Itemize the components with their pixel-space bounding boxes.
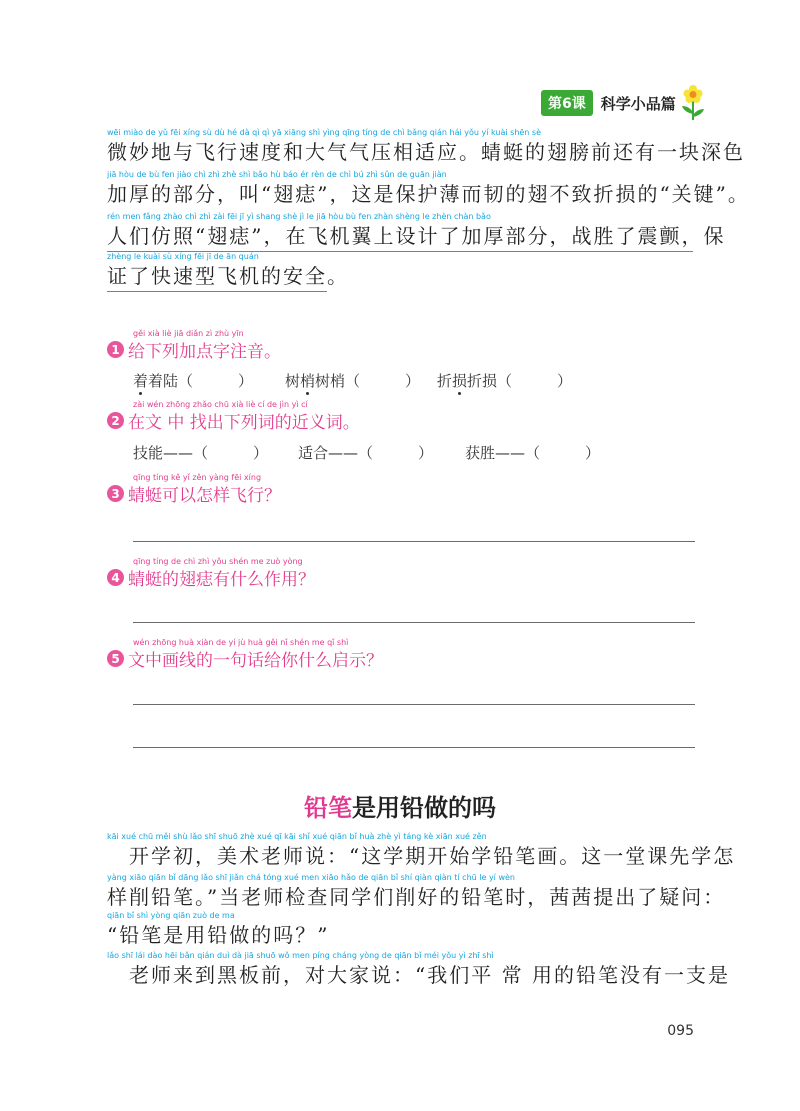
question-number-badge: 1	[107, 341, 124, 358]
question-text: 蜻蜓的翅痣有什么作用？	[128, 570, 315, 590]
article-line-1-pinyin: kāi xué chū měi shù lǎo shī shuō zhè xué qī kāi shǐ xué qiān bǐ huà zhè yì táng kè xiān xué zěn	[107, 832, 487, 841]
lesson-number-badge: 第6课	[541, 90, 593, 116]
question-1	[107, 337, 281, 362]
article-line-2-pinyin: yàng xiāo qiān bǐ dāng lǎo shī jiǎn chá tóng xué men xiāo hǎo de qiān bǐ shí qiàn qiàn tí chū le yí wèn	[107, 873, 515, 882]
question-2-item-2[interactable]: 适合——（ ）	[298, 444, 434, 462]
question-text: 给下列加点字注音。	[128, 342, 281, 362]
article-line-4: 老师来到黑板前，对大家说：“我们平 常 用的铅笔没有一支是	[107, 963, 730, 987]
answer-line[interactable]	[133, 541, 695, 542]
question-3-pinyin: qīng tíng kě yǐ zěn yàng fēi xíng	[133, 473, 262, 482]
question-1-pinyin: gěi xià liè jiā diǎn zì zhù yīn	[133, 329, 244, 338]
passage-line-3-pinyin: rén men fǎng zhào chì zhì zài fēi jī yì shang shè jì le jiā hòu bù fen zhàn shèng le zhèn chàn bǎo	[107, 212, 491, 221]
answer-line[interactable]	[133, 622, 695, 623]
question-2-item-3[interactable]: 获胜——（ ）	[465, 444, 601, 462]
passage-line-4-pinyin: zhèng le kuài sù xíng fēi jī de ān quán	[107, 252, 259, 261]
question-number-badge: 4	[107, 569, 124, 586]
passage-line-2-pinyin: jiā hòu de bù fen jiào chì zhì zhè shì bǎo hù báo ér rèn de chì bú zhì sǔn de guān jiàn	[107, 170, 447, 179]
question-4-pinyin: qīng tíng de chì zhì yǒu shén me zuò yòng	[133, 557, 303, 566]
question-number-badge: 5	[107, 650, 124, 667]
question-4	[107, 565, 315, 590]
question-2	[107, 408, 360, 433]
question-text: 文中画线的一句话给你什么启示？	[128, 651, 383, 671]
question-1-item-2[interactable]: 树梢树梢（ ）	[285, 372, 421, 390]
passage-line-1: 微妙地与飞行速度和大气气压相适应。蜻蜓的翅膀前还有一块深色	[107, 140, 745, 164]
question-1-item-3[interactable]: 折损折损（ ）	[437, 372, 573, 390]
article-line-1: 开学初，美术老师说：“这学期开始学铅笔画。这一堂课先学怎	[107, 844, 736, 868]
question-5	[107, 646, 383, 671]
question-3	[107, 481, 281, 506]
question-2-item-1[interactable]: 技能——（ ）	[133, 444, 269, 462]
answer-line[interactable]	[133, 704, 695, 705]
passage-line-4-underlined: 证了快速型飞机的安全。	[107, 260, 327, 292]
article-title-accent: 铅笔	[304, 794, 352, 822]
section-title: 科学小品篇	[600, 94, 676, 113]
question-5-pinyin: wén zhōng huà xiàn de yí jù huà gěi nǐ shén me qǐ shì	[133, 638, 349, 647]
passage-line-1-pinyin: wēi miào de yǔ fēi xíng sù dù hé dà qì qì yā xiāng shì yìng qīng tíng de chì bǎng qián hái yǒu yí kuài shēn sè	[107, 128, 542, 137]
question-1-item-1[interactable]: 着着陆（ ）	[133, 372, 254, 390]
answer-line[interactable]	[133, 747, 695, 748]
article-title-rest: 是用铅做的吗	[352, 794, 496, 822]
article-line-2: 样削铅笔。”当老师检查同学们削好的铅笔时，茜茜提出了疑问：	[107, 885, 726, 909]
question-text: 在文 中 找出下列词的近义词。	[128, 413, 360, 433]
article-line-4-pinyin: lǎo shī lái dào hēi bǎn qián duì dà jiā shuō wǒ men píng cháng yòng de qiān bǐ méi yǒu yì zhī shì	[107, 951, 494, 960]
question-2-pinyin: zài wén zhōng zhǎo chū xià liè cí de jìn yì cí	[133, 400, 308, 409]
article-line-3-pinyin: qiān bǐ shì yòng qiān zuò de ma	[107, 911, 235, 920]
flower-icon	[680, 84, 706, 122]
article-line-3: “铅笔是用铅做的吗？”	[107, 923, 330, 947]
lesson-header	[541, 84, 706, 122]
passage-line-2: 加厚的部分，叫“翅痣”，这是保护薄而韧的翅不致折损的“关键”。	[107, 182, 750, 206]
page-number: 095	[667, 1023, 694, 1039]
passage-line-3-underlined: 人们仿照“翅痣”，在飞机翼上设计了加厚部分，战胜了震颤，保	[107, 220, 693, 252]
question-text: 蜻蜓可以怎样飞行？	[128, 486, 281, 506]
article-title	[0, 788, 800, 823]
question-number-badge: 2	[107, 412, 124, 429]
question-number-badge: 3	[107, 485, 124, 502]
